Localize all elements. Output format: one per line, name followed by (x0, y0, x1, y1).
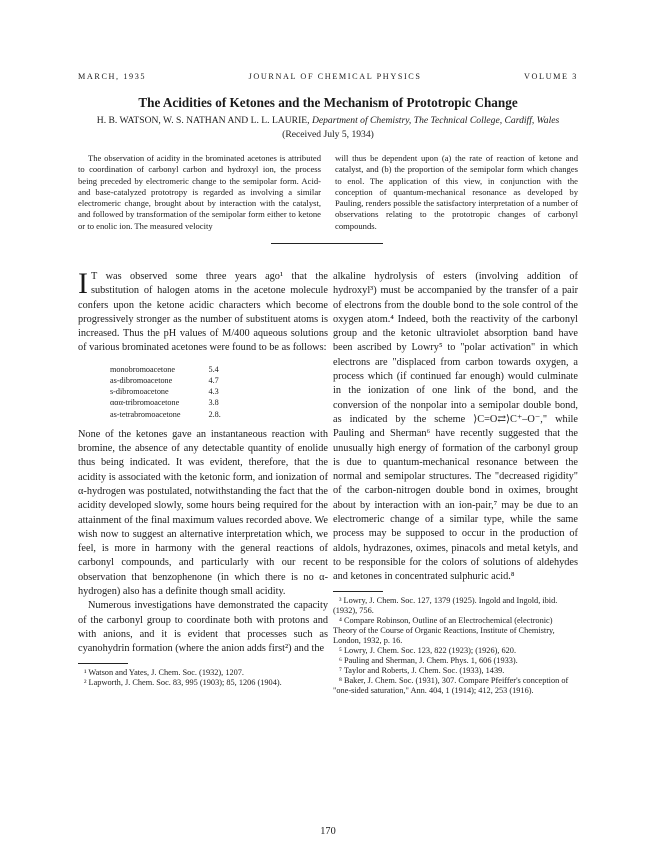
header-volume: VOLUME 3 (524, 72, 578, 81)
compound-name: as-tetrabromoacetone (110, 409, 181, 419)
abstract-text-2: will thus be dependent upon (a) the rate of reaction of ketone and catalyst, and (b) the proportion of the semipolar form which changes to enol. The application of this view, in conjunction with the conception of quantum-mechanical resonance as developed by Pauling, renders possible the satisfactory interpretation of a number of observations relating to the prototropic changes of carbonyl compounds. (335, 153, 578, 231)
footnote: ⁷ Taylor and Roberts, J. Chem. Soc. (1933), 1439. (339, 666, 505, 676)
paragraph-3: Numerous investigations have demonstrated the capacity of the carbonyl group to coordinate both with protons and with anions, and it is evident that processes such as cyanohydrin formation (where the anion adds first²) and the (78, 600, 328, 655)
footnote: ⁵ Lowry, J. Chem. Soc. 123, 822 (1923); (1926), 620. (339, 646, 517, 655)
compound-name: ααα-tribromoacetone (110, 398, 180, 408)
body-column-left (78, 267, 328, 688)
abstract-column-1 (78, 153, 321, 232)
paragraph-4-continued: while Pauling and Sherman⁶ have recently suggested that the unusually high energy of formation of the carbonyl group is due to quantum-mechanical resonance between the normal and semipolar structures. The "decreased rigidity" of the carbon-nitrogen double bond in oximes, brought about by interaction with an ion-pair,⁷ may be due to an electromeric change of a similar type, while the same process may be supposed to occur in the production of aldols, hydrazones, oximes, pinacols and metal ketyls, and to be responsible for the colors of solutions of aldehydes and ketones in concentrated sulphuric acid.⁸ (333, 413, 578, 583)
compound-name: monobromoacetone (110, 364, 176, 374)
table-row (110, 397, 237, 408)
header-journal: JOURNAL OF CHEMICAL PHYSICS (248, 72, 422, 81)
footnote: ¹ Watson and Yates, J. Chem. Soc. (1932), 1207. (84, 667, 244, 677)
paragraph-4-text: alkaline hydrolysis of esters (involving addition of hydroxyl³) must be accompanied by the transfer of a pair of electrons from the double bond to the sole control of the oxygen atom.⁴ Indeed, both the reactivity of the carbonyl group and the ketonic ultraviolet absorption band have been ascribed by Lowry⁵ to "polar activation" in which electrons are "displaced from carbon towards oxygen, a process which (if continued far enough) would culminate in the ionization of one link of the bond, and the conversion of the nonpolar into a semipolar double bond, as indicated by the scheme (333, 271, 578, 425)
paragraph-4 (333, 270, 578, 585)
footnote: ⁴ Compare Robinson, Outline of an Electrochemical (electronic) Theory of the Course of Organic Reactions, Institute of Chemistry, London, 1932, p. 16. (333, 615, 555, 645)
footnote: ⁶ Pauling and Sherman, J. Chem. Phys. 1, 606 (1933). (339, 656, 518, 666)
received-date: (Received July 5, 1934) (282, 129, 374, 140)
footnotes-left (78, 668, 328, 688)
author-affiliation: Department of Chemistry, The Technical College, Cardiff, Wales (311, 115, 560, 126)
compound-name: as-dibromoacetone (110, 375, 173, 385)
header-date: MARCH, 1935 (78, 72, 147, 81)
page-number: 170 (320, 826, 336, 837)
paragraph-1-text: T was observed some three years ago¹ that the substitution of halogen atoms in the acetone molecule confers upon the ketone acidic characters which become progressively stronger as the number of substituent atoms is increased. Thus the pH values of M/400 aqueous solutions of various brominated acetones were found to be as follows: (78, 271, 328, 354)
article-title: The Acidities of Ketones and the Mechanism of Prototropic Change (138, 95, 518, 110)
article-authors (50, 115, 606, 126)
ph-value: 3.8 (208, 398, 219, 408)
footnotes-right (333, 596, 578, 697)
abstract-separator (271, 243, 383, 244)
body-column-right (333, 270, 578, 696)
footnote: ² Lapworth, J. Chem. Soc. 83, 995 (1903); 85, 1206 (1904). (84, 677, 282, 687)
abstract-column-2 (335, 153, 578, 232)
footnote-rule (333, 591, 383, 592)
table-row (110, 386, 237, 397)
paragraph-2: None of the ketones gave an instantaneous reaction with bromine, the absence of any detectable quantity of enolide thus being indicated. It was evident, therefore, that the acidity is associated with the ketonic form, and ionization of α-hydrogen was postulated, notwithstanding the fact that the acidity developed slowly, some hours being required for the attainment of the final maximum values recorded above. We wish now to suggest an alternative interpretation which, we feel, is more in harmony with the general reactions of carbonyl compounds, and particularly with our recent observation that benzophenone (in which there is no α-hydrogen) also has a definite though small acidity. (78, 428, 328, 598)
footnote: ⁸ Baker, J. Chem. Soc. (1931), 307. Compare Pfeiffer's conception of "one-sided saturation," Ann. 404, 1 (1914); 412, 253 (1916). (333, 676, 569, 696)
ph-value: 4.7 (208, 375, 219, 385)
footnote-rule (78, 663, 128, 664)
drop-cap: I (78, 267, 88, 300)
compound-name: s-dibromoacetone (110, 387, 169, 397)
footnote: ³ Lowry, J. Chem. Soc. 127, 1379 (1925). Ingold and Ingold, ibid. (1932), 756. (333, 595, 558, 615)
bromoacetone-ph-table (110, 364, 237, 420)
ph-value: 5.4 (208, 364, 219, 374)
abstract-text-1: The observation of acidity in the brominated acetones is attributed to coordination of carbonyl carbon and hydroxyl ion, the process being preceded by electromeric change to the semipolar form. Acid- and base-catalyzed prototropy is regarded as involving a similar electromeric change, brought about by interaction with the catalyst, and followed by transformation of the semipolar form either to ketone or to enolic ion. The measured velocity (78, 153, 321, 231)
table-row (110, 409, 237, 420)
author-names: H. B. WATSON, W. S. NATHAN AND L. L. LAURIE, (96, 115, 310, 126)
paragraph-1 (78, 267, 328, 356)
table-row (110, 364, 237, 375)
ph-value: 4.3 (208, 387, 219, 397)
table-row (110, 375, 237, 386)
resonance-scheme: ⟩C=O⇄⟩C⁺–O⁻," (473, 413, 548, 425)
ph-value: 2.8. (208, 409, 221, 419)
running-header (78, 72, 578, 81)
abstract (78, 153, 578, 232)
